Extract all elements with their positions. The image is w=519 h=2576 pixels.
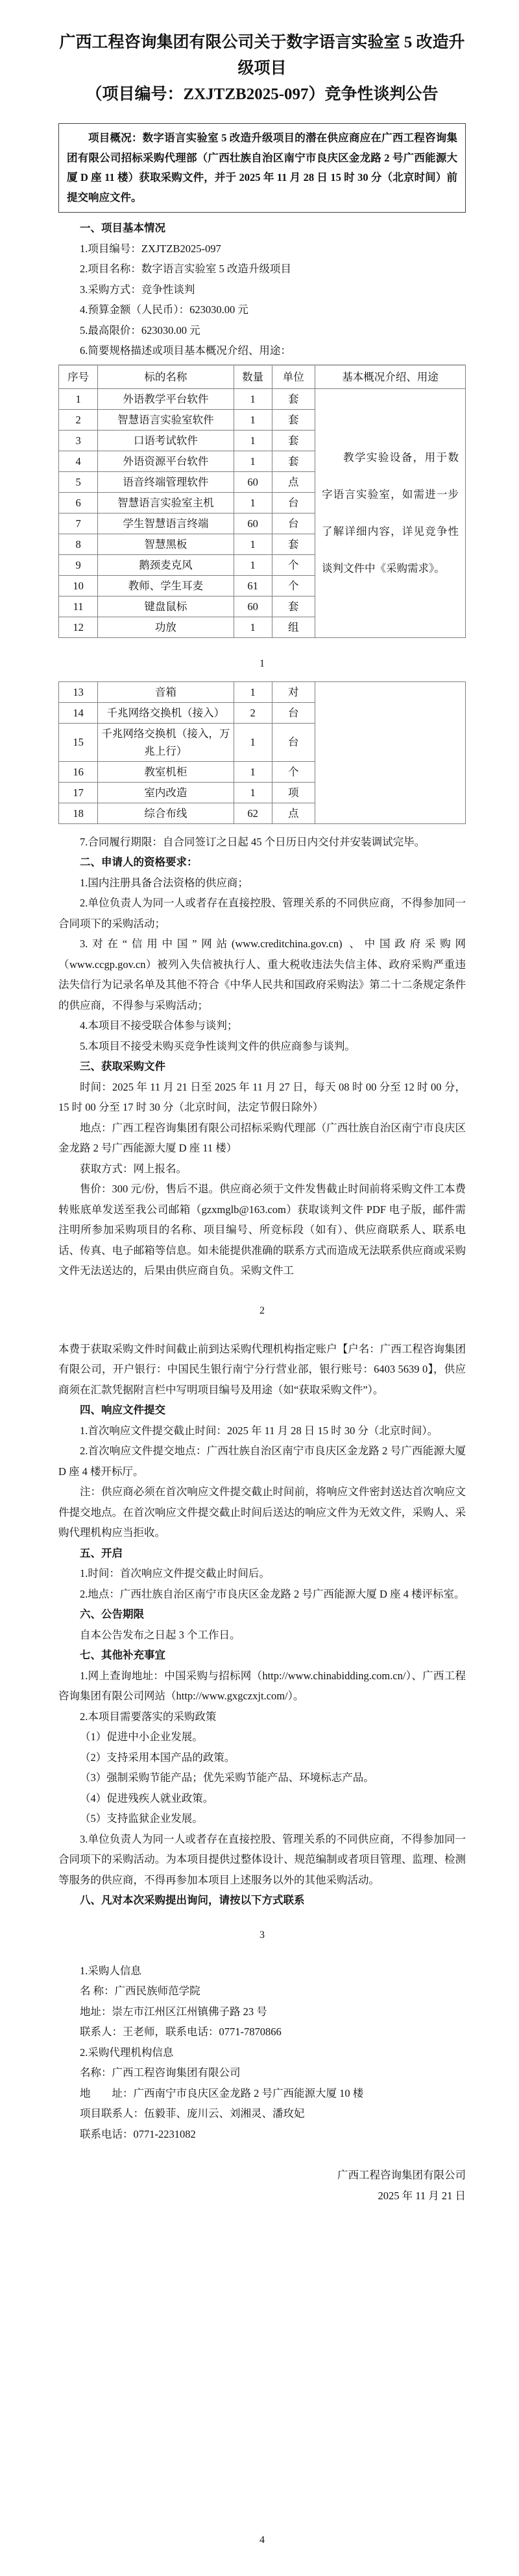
- cell-qty: 1: [234, 782, 272, 803]
- other-paragraph: （3）强制采购节能产品；优先采购节能产品、环境标志产品。: [80, 1771, 374, 1784]
- other-paragraph: 3.单位负责人为同一人或者存在直接控股、管理关系的不同供应商，不得参加同一合同项下的采购活动。为本项目提供过整体设计、规范编制或者项目管理、监理、检测等服务的供应商，不得再参加本项目上述服务以外的其他采购活动。: [58, 1832, 466, 1886]
- col-header-qty: 数量: [234, 365, 272, 389]
- cell-unit: 套: [272, 388, 315, 409]
- cell-unit: 套: [272, 430, 315, 451]
- title-line-2: （项目编号：ZXJTZB2025-097）竞争性谈判公告: [86, 86, 439, 103]
- usage-note-cell: 教学实验设备，用于数字语言实验室，如需进一步了解详细内容，详见竞争性谈判文件中《采购需求》。: [315, 388, 465, 637]
- qualification-item: 1.国内注册具备合法资格的供应商；: [80, 876, 248, 889]
- cell-name: 外语资源平台软件: [98, 451, 234, 471]
- cell-qty: 1: [234, 681, 272, 702]
- cell-seq: 12: [59, 617, 98, 637]
- cell-unit: 个: [272, 761, 315, 782]
- col-header-seq: 序号: [59, 365, 98, 389]
- cell-seq: 17: [59, 782, 98, 803]
- cell-unit: 套: [272, 451, 315, 471]
- cell-unit: 对: [272, 681, 315, 702]
- section-heading-period: 六、公告期限: [80, 1608, 144, 1620]
- obtain-place: 地点：广西工程咨询集团有限公司招标采购代理部（广西壮族自治区南宁市良庆区金龙路 2 号广西能源大厦 D 座 11 楼）: [58, 1121, 466, 1154]
- other-paragraph: 1.网上查询地址：中国采购与招标网（http://www.chinabidding.com.cn/）、广西工程咨询集团有限公司网站（http://www.gxgczxjt.com/）。: [58, 1669, 466, 1702]
- cell-qty: 60: [234, 471, 272, 492]
- buyer-info-label: 1.采购人信息: [80, 1964, 141, 1977]
- table-header-row: [59, 365, 466, 389]
- buyer-name: 名 称：广西民族师范学院: [80, 1985, 200, 1997]
- signature-block: [58, 2165, 466, 2206]
- qualification-item: 4.本项目不接受联合体参与谈判；: [80, 1019, 238, 1032]
- other-paragraph: （2）支持采用本国产品的政策。: [80, 1751, 235, 1764]
- buyer-contact-person: 联系人：王老师，联系电话：0771-7870866: [80, 2026, 282, 2038]
- basic-item: 3.采购方式：竞争性谈判: [80, 283, 195, 296]
- basic-item: 2.项目名称：数字语言实验室 5 改造升级项目: [80, 263, 291, 275]
- qualification-item: 3.对在“信用中国”网站(www.creditchina.gov.cn) 、中国政府采购网（www.ccgp.gov.cn）被列入失信被执行人、重大税收违法失信主体、政府采购严重违法失信行为记录名单及其他不符合《中华人民共和国政府采购法》第二十二条规定条件的供应商，不得参与采购活动；: [58, 938, 466, 1011]
- submission-item: 1.首次响应文件提交截止时间：2025 年 11 月 28 日 15 时 30 分（北京时间）。: [80, 1424, 439, 1437]
- cell-unit: 套: [272, 534, 315, 554]
- cell-name: 智慧语言实验室软件: [98, 409, 234, 430]
- obtain-price-part2: 本费于获取采购文件时间截止前到达采购代理机构指定账户【户名：广西工程咨询集团有限公司，开户银行：中国民生银行南宁分行营业部，银行账号：6403 5639 0】，供应商须在汇款凭据附言栏中写明项目编号及用途（如“获取采购文件”）。: [58, 1342, 466, 1396]
- title-line-1: 广西工程咨询集团有限公司关于数字语言实验室 5 改造升级项目: [59, 34, 465, 77]
- cell-qty: 1: [234, 617, 272, 637]
- section-heading-qualification: 二、申请人的资格要求：: [80, 856, 198, 868]
- submission-note: 注：供应商必须在首次响应文件提交截止时间前，将响应文件密封送达首次响应文件提交地点。在首次响应文件提交截止时间后送达的响应文件为无效文件，采购人、采购代理机构应当拒收。: [58, 1485, 466, 1539]
- signature-date: 2025 年 11 月 21 日: [378, 2189, 466, 2202]
- cell-seq: 5: [59, 471, 98, 492]
- col-header-unit: 单位: [272, 365, 315, 389]
- cell-unit: 项: [272, 782, 315, 803]
- basic-item: 4.预算金额（人民币）：623030.00 元: [80, 303, 248, 316]
- period-text: 自本公告发布之日起 3 个工作日。: [80, 1628, 241, 1641]
- obtain-time: 时间：2025 年 11 月 21 日至 2025 年 11 月 27 日，每天 08 时 00 分至 12 时 00 分，15 时 00 分至 17 时 30 分（北京时间，法定节假日除外）: [58, 1080, 466, 1113]
- cell-unit: 套: [272, 409, 315, 430]
- cell-qty: 1: [234, 723, 272, 761]
- cell-name: 学生智慧语言终端: [98, 513, 234, 534]
- section-heading-other: 七、其他补充事宜: [80, 1649, 165, 1661]
- section-heading-obtain: 三、获取采购文件: [80, 1060, 165, 1072]
- cell-unit: 台: [272, 513, 315, 534]
- cell-seq: 16: [59, 761, 98, 782]
- cell-qty: 1: [234, 451, 272, 471]
- page-title: [58, 30, 466, 108]
- cell-unit: 套: [272, 596, 315, 617]
- agency-info-label: 2.采购代理机构信息: [80, 2046, 174, 2059]
- cell-name: 综合布线: [98, 803, 234, 823]
- section-heading-submission: 四、响应文件提交: [80, 1404, 165, 1416]
- items-table-page2: [58, 681, 466, 824]
- cell-seq: 1: [59, 388, 98, 409]
- agency-name: 名称：广西工程咨询集团有限公司: [80, 2066, 241, 2079]
- other-paragraph: （1）促进中小企业发展。: [80, 1731, 203, 1743]
- cell-name: 外语教学平台软件: [98, 388, 234, 409]
- other-paragraph: 2.本项目需要落实的采购政策: [80, 1710, 217, 1723]
- cell-name: 口语考试软件: [98, 430, 234, 451]
- other-paragraph: （5）支持监狱企业发展。: [80, 1812, 203, 1825]
- cell-name: 鹅颈麦克风: [98, 554, 234, 575]
- blank-area: [58, 2206, 466, 2530]
- cell-qty: 61: [234, 575, 272, 596]
- other-paragraph: （4）促进残疾人就业政策。: [80, 1791, 214, 1804]
- cell-qty: 1: [234, 430, 272, 451]
- cell-qty: 1: [234, 534, 272, 554]
- cell-unit: 台: [272, 723, 315, 761]
- agency-contact-persons: 项目联系人：伍毅菲、庞川云、刘湘灵、潘玫妃: [80, 2107, 305, 2120]
- page-number-3: 3: [260, 1929, 265, 1941]
- cell-seq: 7: [59, 513, 98, 534]
- cell-name: 智慧黑板: [98, 534, 234, 554]
- cell-seq: 3: [59, 430, 98, 451]
- cell-name: 键盘鼠标: [98, 596, 234, 617]
- cell-qty: 1: [234, 761, 272, 782]
- section-heading-contact: 八、凡对本次采购提出询问，请按以下方式联系: [80, 1894, 305, 1906]
- cell-qty: 1: [234, 492, 272, 513]
- agency-phone: 联系电话：0771-2231082: [80, 2127, 196, 2140]
- submission-item: 2.首次响应文件提交地点：广西壮族自治区南宁市良庆区金龙路 2 号广西能源大厦 D 座 4 楼开标厅。: [58, 1445, 466, 1478]
- cell-seq: 13: [59, 681, 98, 702]
- basic-item: 6.简要规格描述或项目基本概况介绍、用途：: [80, 344, 291, 357]
- section-heading-basic: 一、项目基本情况: [80, 222, 165, 234]
- table-row: [59, 388, 466, 409]
- buyer-address: 地址：崇左市江州区江州镇佛子路 23 号: [80, 2005, 267, 2018]
- cell-name: 音箱: [98, 681, 234, 702]
- cell-unit: 台: [272, 702, 315, 723]
- obtain-price-part1: 售价：300 元/份，售后不退。供应商必须于文件发售截止时间前将采购文件工本费转账底单发送至我公司邮箱（gzxmglb@163.com）获取谈判文件 PDF 电子版，邮件需注明所参加采购项目的名称、项目编号、所竞标段（如有）、供应商联系人、联系电话、传真、电子邮箱等信息。如未能提供准确的联系方式而造成无法联系供应商或采购文件无法送达的，后果由供应商自负。采购文件工: [58, 1183, 466, 1277]
- cell-unit: 点: [272, 471, 315, 492]
- cell-seq: 4: [59, 451, 98, 471]
- cell-name: 智慧语言实验室主机: [98, 492, 234, 513]
- cell-qty: 1: [234, 409, 272, 430]
- page-number-1: 1: [260, 657, 265, 669]
- qualification-item: 5.本项目不接受未购买竞争性谈判文件的供应商参与谈判。: [80, 1039, 356, 1052]
- cell-seq: 15: [59, 723, 98, 761]
- col-header-usage: 基本概况介绍、用途: [315, 365, 465, 389]
- cell-seq: 2: [59, 409, 98, 430]
- cell-name: 室内改造: [98, 782, 234, 803]
- opening-item: 2.地点：广西壮族自治区南宁市良庆区金龙路 2 号广西能源大厦 D 座 4 楼评标室。: [80, 1587, 465, 1600]
- usage-note-cell-empty: [315, 681, 465, 823]
- cell-seq: 9: [59, 554, 98, 575]
- qualification-item: 2.单位负责人为同一人或者存在直接控股、管理关系的不同供应商，不得参加同一合同项下的采购活动；: [58, 897, 466, 930]
- cell-unit: 组: [272, 617, 315, 637]
- cell-seq: 18: [59, 803, 98, 823]
- opening-item: 1.时间：首次响应文件提交截止时间后。: [80, 1567, 270, 1579]
- section-heading-opening: 五、开启: [80, 1546, 123, 1559]
- cell-qty: 60: [234, 596, 272, 617]
- cell-unit: 台: [272, 492, 315, 513]
- cell-seq: 11: [59, 596, 98, 617]
- cell-name: 语音终端管理软件: [98, 471, 234, 492]
- project-overview-box: 项目概况：数字语言实验室 5 改造升级项目的潜在供应商应在广西工程咨询集团有限公司招标采购代理部（广西壮族自治区南宁市良庆区金龙路 2 号广西能源大厦 D 座 11 楼）获取采购文件，并于 2025 年 11 月 28 日 15 时 30 分（北京时间）前提交响应文件。: [58, 123, 466, 213]
- cell-seq: 8: [59, 534, 98, 554]
- basic-item-7: 7.合同履行期限：自合同签订之日起 45 个日历日内交付并安装调试完毕。: [80, 835, 426, 848]
- page-number-2: 2: [260, 1305, 265, 1316]
- page-number-4: 4: [260, 2535, 265, 2546]
- col-header-name: 标的名称: [98, 365, 234, 389]
- obtain-method: 获取方式：网上报名。: [80, 1162, 187, 1175]
- cell-qty: 60: [234, 513, 272, 534]
- cell-unit: 点: [272, 803, 315, 823]
- cell-qty: 1: [234, 554, 272, 575]
- cell-seq: 10: [59, 575, 98, 596]
- signature-company: 广西工程咨询集团有限公司: [337, 2169, 466, 2181]
- cell-name: 教师、学生耳麦: [98, 575, 234, 596]
- cell-name: 功放: [98, 617, 234, 637]
- cell-name: 教室机柜: [98, 761, 234, 782]
- items-table-page1: [58, 364, 466, 638]
- cell-qty: 62: [234, 803, 272, 823]
- cell-unit: 个: [272, 554, 315, 575]
- agency-address: 地 址：广西南宁市良庆区金龙路 2 号广西能源大厦 10 楼: [80, 2086, 364, 2099]
- cell-unit: 个: [272, 575, 315, 596]
- basic-item: 1.项目编号：ZXJTZB2025-097: [80, 242, 221, 255]
- table-row: [59, 681, 466, 702]
- basic-item: 5.最高限价：623030.00 元: [80, 324, 200, 337]
- cell-name: 千兆网络交换机（接入，万兆上行）: [98, 723, 234, 761]
- cell-qty: 1: [234, 388, 272, 409]
- cell-name: 千兆网络交换机（接入）: [98, 702, 234, 723]
- cell-qty: 2: [234, 702, 272, 723]
- cell-seq: 14: [59, 702, 98, 723]
- cell-seq: 6: [59, 492, 98, 513]
